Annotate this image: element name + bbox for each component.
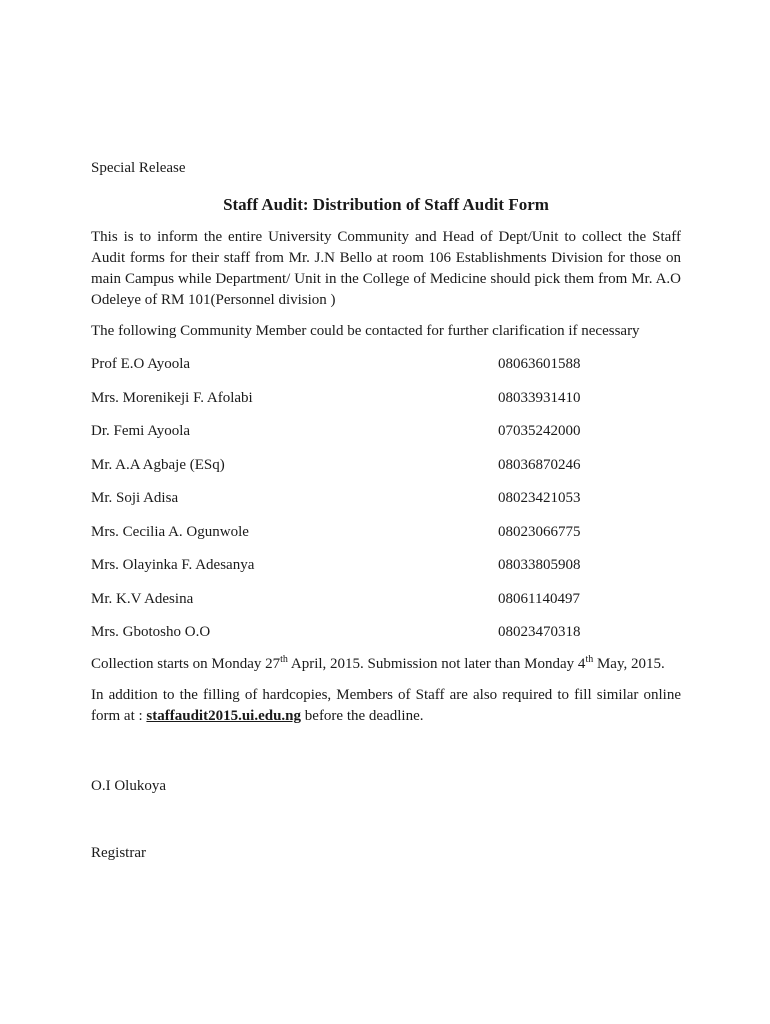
contact-phone: 08033805908	[498, 557, 581, 573]
contact-row	[91, 388, 681, 409]
staff-audit-link[interactable]: staffaudit2015.ui.edu.ng	[146, 707, 302, 724]
contact-phone: 08063601588	[498, 356, 581, 372]
contact-phone: 08036870246	[498, 456, 581, 473]
contact-lead-paragraph: The following Community Member could be contacted for further clarification if necessary	[91, 323, 640, 339]
collection-ordinal-end: th	[585, 653, 594, 665]
collection-text-middle: April, 2015. Submission not later than Monday 4	[287, 655, 586, 672]
collection-ordinal-start: th	[280, 653, 288, 665]
contact-row	[91, 421, 681, 442]
contact-name: Mrs. Olayinka F. Adesanya	[91, 557, 255, 573]
contact-name: Mrs. Cecilia A. Ogunwole	[91, 523, 249, 540]
contact-name: Mrs. Morenikeji F. Afolabi	[91, 389, 253, 406]
contact-phone: 07035242000	[498, 423, 581, 439]
contact-list	[91, 354, 681, 643]
contact-row	[91, 622, 681, 643]
contact-phone: 08033931410	[498, 389, 581, 406]
collection-paragraph	[91, 654, 681, 675]
online-form-paragraph	[91, 685, 681, 727]
contact-name: Dr. Femi Ayoola	[91, 423, 191, 439]
contact-name: Mr. A.A Agbaje (ESq)	[91, 456, 225, 473]
contact-phone: 08023421053	[498, 490, 581, 506]
collection-text-end: May, 2015.	[593, 655, 665, 672]
contact-name: Mrs. Gbotosho O.O	[91, 624, 211, 640]
signatory-name: O.I Olukoya	[91, 777, 166, 794]
contact-name: Prof E.O Ayoola	[91, 356, 191, 372]
online-form-text-before: In addition to the filling of hardcopies, Members of Staff are also required to fill similar online form at :	[91, 686, 681, 724]
contact-phone: 08061140497	[498, 590, 580, 607]
contact-name: Mr. Soji Adisa	[91, 490, 179, 506]
contact-row	[91, 522, 681, 543]
signatory-title: Registrar	[91, 844, 146, 861]
contact-row	[91, 455, 681, 476]
contact-name: Mr. K.V Adesina	[91, 590, 194, 607]
contact-phone: 08023066775	[498, 523, 581, 540]
document-page	[91, 158, 681, 864]
intro-paragraph: This is to inform the entire University Community and Head of Dept/Unit to collect the Staff Audit forms for their staff from Mr. J.N Bello at room 106 Establishments Division for those on main Campus while Department/ Unit in the College of Medicine should pick them from Mr. A.O Odeleye of RM 101(Personnel division )	[91, 229, 681, 308]
contact-row	[91, 555, 681, 576]
contact-phone: 08023470318	[498, 624, 581, 640]
contact-row	[91, 354, 681, 375]
contact-row	[91, 589, 681, 610]
contact-row	[91, 488, 681, 509]
collection-text-start: Collection starts on Monday 27	[91, 655, 281, 672]
release-label: Special Release	[91, 160, 186, 176]
document-title: Staff Audit: Distribution of Staff Audit Form	[223, 195, 549, 214]
online-form-text-after: before the deadline.	[301, 707, 424, 724]
